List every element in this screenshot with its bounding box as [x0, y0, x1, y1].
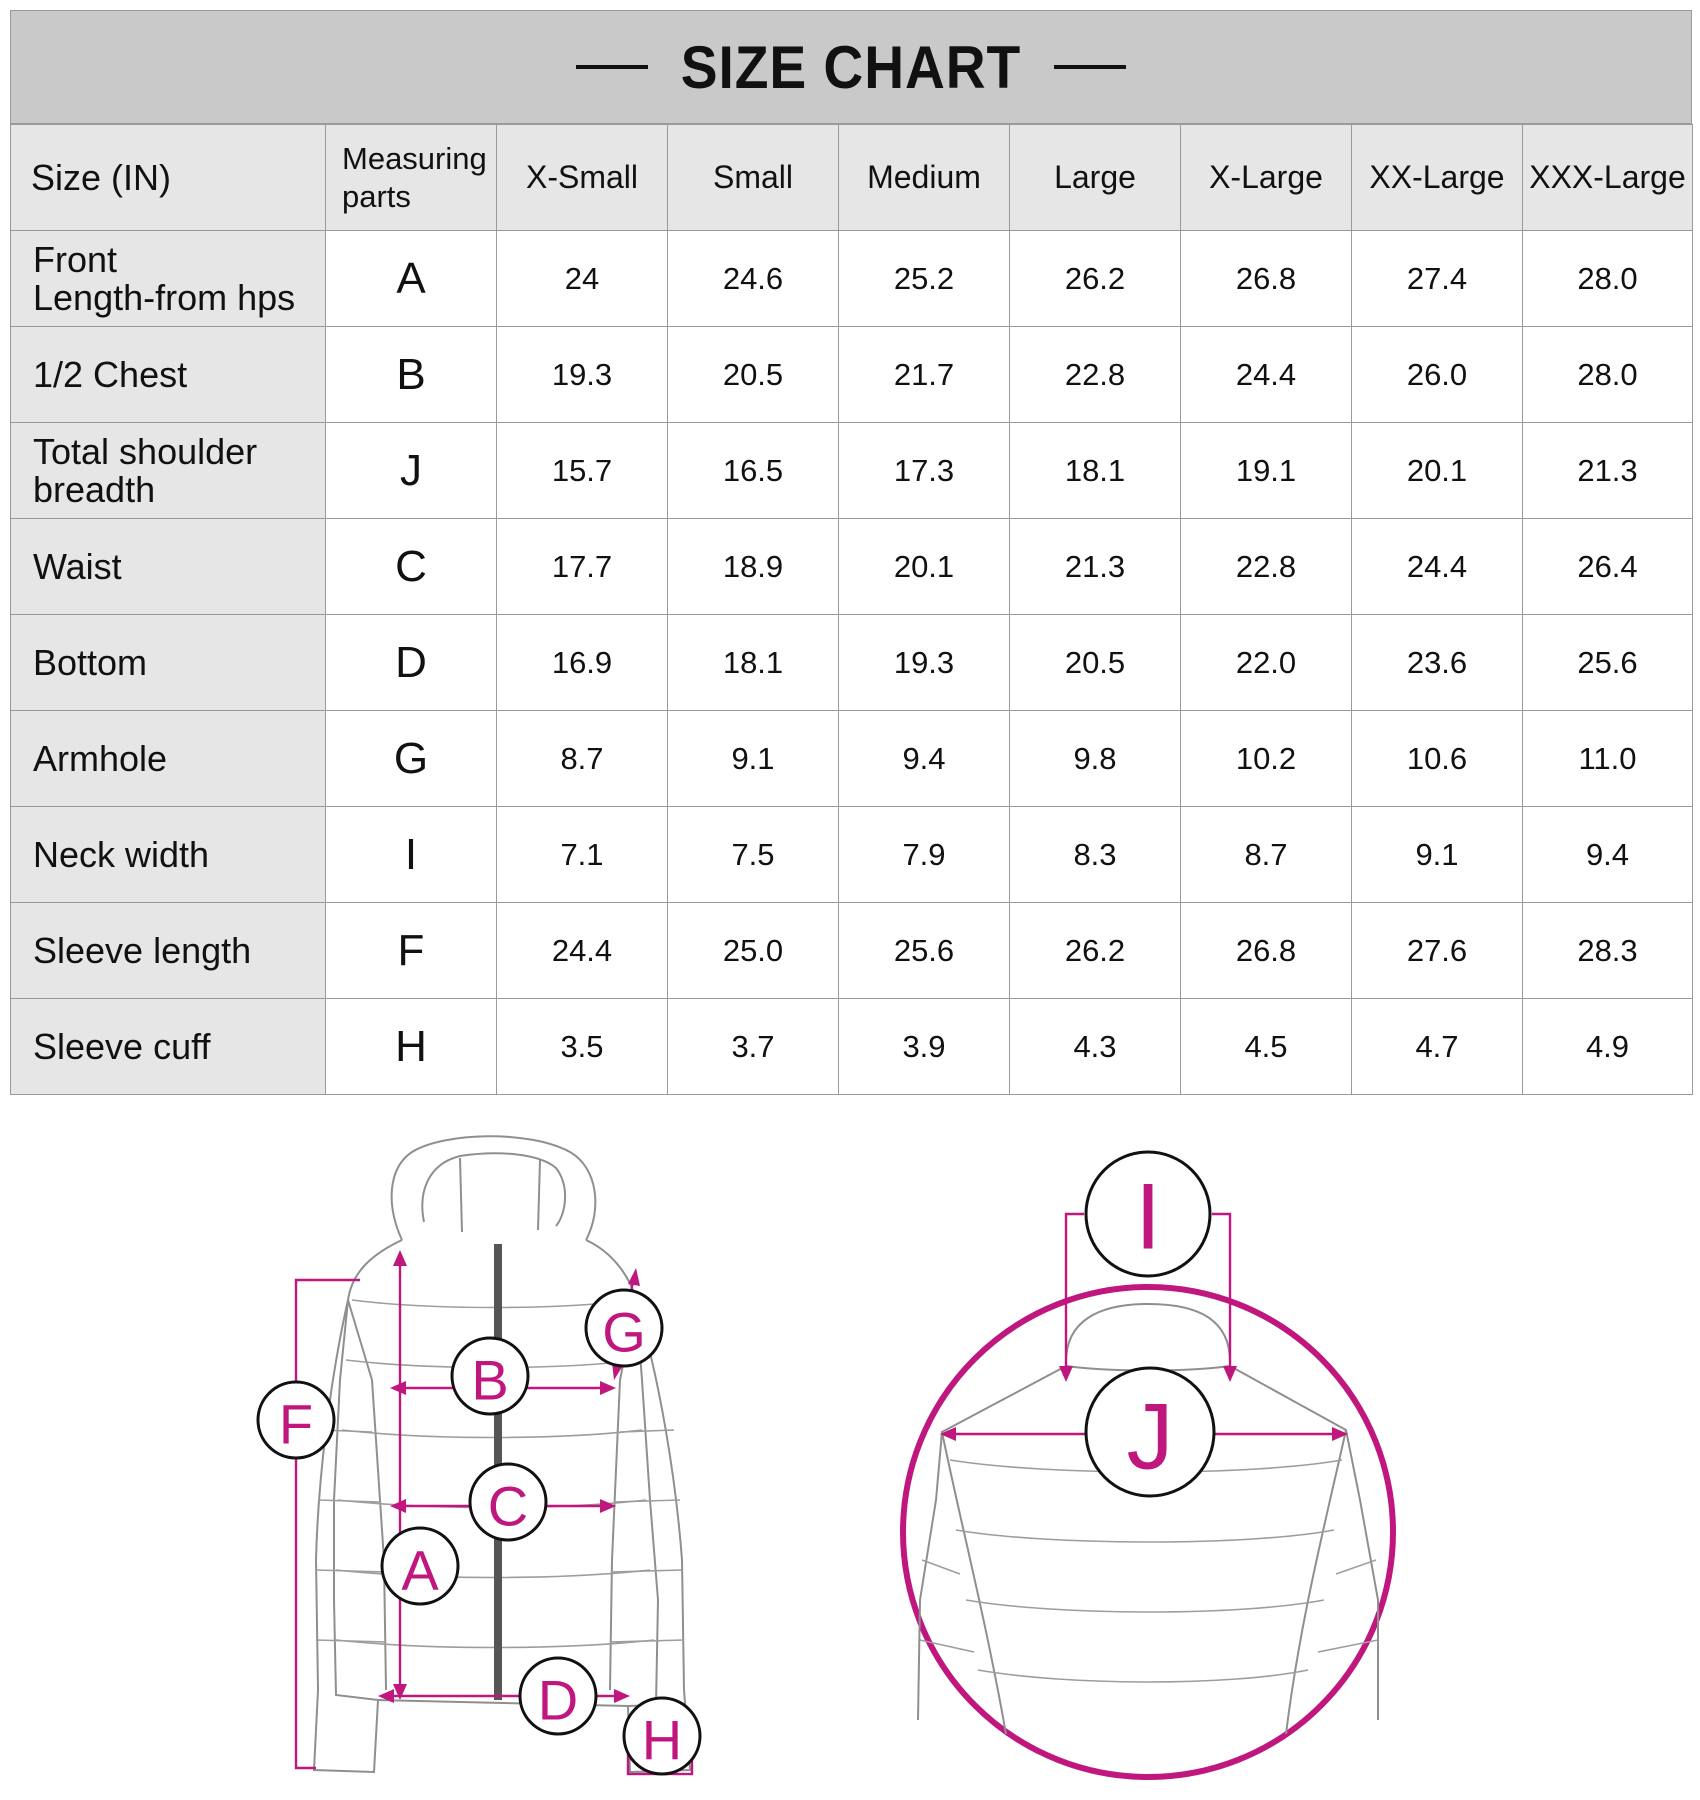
measurement-cell: 21.7	[839, 327, 1010, 423]
measurement-cell: 22.8	[1181, 519, 1352, 615]
measurement-cell: 10.2	[1181, 711, 1352, 807]
measurement-cell: 20.5	[1010, 615, 1181, 711]
measuring-part-letter: H	[326, 999, 497, 1095]
table-body	[11, 231, 1693, 1095]
row-label	[11, 327, 326, 423]
row-label-line2: breadth	[33, 468, 156, 510]
badge-i	[1086, 1152, 1210, 1276]
measurement-cell: 8.3	[1010, 807, 1181, 903]
measurement-cell: 18.1	[668, 615, 839, 711]
measurement-cell: 20.5	[668, 327, 839, 423]
measurement-cell: 7.1	[497, 807, 668, 903]
table-row	[11, 903, 1693, 999]
measurement-cell: 4.5	[1181, 999, 1352, 1095]
measurement-cell: 16.5	[668, 423, 839, 519]
measurement-cell: 24.4	[497, 903, 668, 999]
table-row	[11, 999, 1693, 1095]
measuring-part-letter: I	[326, 807, 497, 903]
measurement-cell: 21.3	[1010, 519, 1181, 615]
table-row	[11, 231, 1693, 327]
measurement-cell: 4.3	[1010, 999, 1181, 1095]
row-label-line1: Total shoulder	[33, 430, 258, 472]
measurement-cell: 17.3	[839, 423, 1010, 519]
measurement-cell: 22.8	[1010, 327, 1181, 423]
size-col-header: Large	[1010, 125, 1181, 231]
row-label-line1: Sleeve cuff	[33, 1025, 211, 1067]
measurement-cell: 25.6	[839, 903, 1010, 999]
table-row	[11, 327, 1693, 423]
measurement-cell: 19.3	[839, 615, 1010, 711]
measurement-cell: 26.2	[1010, 903, 1181, 999]
row-label	[11, 519, 326, 615]
table-row	[11, 615, 1693, 711]
row-label	[11, 807, 326, 903]
measuring-part-letter: D	[326, 615, 497, 711]
badge-label: D	[537, 1668, 579, 1732]
measurement-cell: 28.3	[1523, 903, 1693, 999]
measurement-cell: 9.1	[668, 711, 839, 807]
badge-label: H	[641, 1708, 683, 1772]
measuring-part-letter: F	[326, 903, 497, 999]
measurement-cell: 15.7	[497, 423, 668, 519]
measurement-cell: 9.4	[1523, 807, 1693, 903]
measurement-cell: 16.9	[497, 615, 668, 711]
row-label-line1: Sleeve length	[33, 929, 252, 971]
measurement-cell: 21.3	[1523, 423, 1693, 519]
row-label-line1: Neck width	[33, 833, 210, 875]
badge-j	[1086, 1368, 1214, 1496]
badge-label: J	[1126, 1383, 1174, 1489]
measurement-cell: 20.1	[1352, 423, 1523, 519]
badge-f	[258, 1382, 334, 1458]
measurement-cell: 3.7	[668, 999, 839, 1095]
row-label-line2: Length-from hps	[33, 276, 296, 318]
badge-label: F	[278, 1392, 314, 1456]
measurement-cell: 8.7	[497, 711, 668, 807]
measurement-cell: 24.4	[1352, 519, 1523, 615]
measurement-cell: 7.5	[668, 807, 839, 903]
row-label	[11, 423, 326, 519]
row-label-line1: Bottom	[33, 641, 148, 683]
measurement-cell: 20.1	[839, 519, 1010, 615]
row-label-line1: 1/2 Chest	[33, 353, 188, 395]
measurement-cell: 26.2	[1010, 231, 1181, 327]
measurement-cell: 17.7	[497, 519, 668, 615]
jacket-front-drawing	[314, 1136, 690, 1772]
measurement-cell: 25.6	[1523, 615, 1693, 711]
badge-label: I	[1134, 1163, 1162, 1269]
table-row	[11, 423, 1693, 519]
badge-h	[624, 1698, 700, 1774]
header-row	[11, 125, 1693, 231]
measurement-cell: 22.0	[1181, 615, 1352, 711]
measurement-cell: 8.7	[1181, 807, 1352, 903]
size-col-header: XXX-Large	[1523, 125, 1693, 231]
badge-label: B	[471, 1348, 509, 1412]
measuring-part-letter: G	[326, 711, 497, 807]
row-label	[11, 999, 326, 1095]
badge-d	[520, 1658, 596, 1734]
row-label-line1: Armhole	[33, 737, 168, 779]
badge-label: G	[602, 1300, 646, 1364]
page-title: SIZE CHART	[680, 33, 1022, 101]
title-dash-right	[1054, 65, 1126, 69]
measurement-cell: 28.0	[1523, 231, 1693, 327]
row-label-line1: Front	[33, 238, 118, 280]
measurement-cell: 26.0	[1352, 327, 1523, 423]
measurement-cell: 25.0	[668, 903, 839, 999]
badge-a	[382, 1528, 458, 1604]
measurement-cell: 25.2	[839, 231, 1010, 327]
size-col-header: XX-Large	[1352, 125, 1523, 231]
measurement-cell: 18.1	[1010, 423, 1181, 519]
table-row	[11, 519, 1693, 615]
row-label	[11, 903, 326, 999]
measurement-cell: 9.1	[1352, 807, 1523, 903]
badge-b	[452, 1338, 528, 1414]
measurement-cell: 26.8	[1181, 903, 1352, 999]
measurement-cell: 4.9	[1523, 999, 1693, 1095]
parts-header-line2: parts	[342, 178, 411, 214]
title-wrap	[576, 33, 1126, 102]
measurement-cell: 4.7	[1352, 999, 1523, 1095]
measurement-diagram	[0, 1110, 1700, 1800]
size-col-header: X-Small	[497, 125, 668, 231]
size-col-header: Small	[668, 125, 839, 231]
row-label-line1: Waist	[33, 545, 122, 587]
size-col-header: Medium	[839, 125, 1010, 231]
measurement-cell: 18.9	[668, 519, 839, 615]
parts-header	[326, 125, 497, 231]
title-bar	[10, 10, 1692, 124]
measurement-cell: 3.9	[839, 999, 1010, 1095]
size-header: Size (IN)	[11, 125, 326, 231]
size-table	[10, 124, 1693, 1095]
measurement-cell: 3.5	[497, 999, 668, 1095]
badge-c	[470, 1464, 546, 1540]
jacket-back-drawing	[903, 1287, 1393, 1777]
measurement-cell: 9.4	[839, 711, 1010, 807]
measurement-cell: 10.6	[1352, 711, 1523, 807]
table-row	[11, 711, 1693, 807]
measurement-cell: 7.9	[839, 807, 1010, 903]
measuring-part-letter: J	[326, 423, 497, 519]
badge-label: A	[401, 1538, 439, 1602]
measurement-cell: 11.0	[1523, 711, 1693, 807]
measurement-cell: 24.6	[668, 231, 839, 327]
row-label	[11, 615, 326, 711]
row-label	[11, 231, 326, 327]
table-row	[11, 807, 1693, 903]
measurement-cell: 9.8	[1010, 711, 1181, 807]
title-dash-left	[576, 65, 648, 69]
badge-label: C	[487, 1474, 529, 1538]
measurement-cell: 27.4	[1352, 231, 1523, 327]
measurement-cell: 24.4	[1181, 327, 1352, 423]
size-col-header: X-Large	[1181, 125, 1352, 231]
measuring-part-letter: C	[326, 519, 497, 615]
measurement-cell: 27.6	[1352, 903, 1523, 999]
measurement-cell: 24	[497, 231, 668, 327]
parts-header-line1: Measuring	[342, 140, 487, 176]
measurement-cell: 19.1	[1181, 423, 1352, 519]
measurement-cell: 28.0	[1523, 327, 1693, 423]
measurement-cell: 23.6	[1352, 615, 1523, 711]
measuring-part-letter: B	[326, 327, 497, 423]
row-label	[11, 711, 326, 807]
measurement-cell: 26.4	[1523, 519, 1693, 615]
measuring-part-letter: A	[326, 231, 497, 327]
badge-g	[586, 1290, 662, 1366]
measurement-cell: 19.3	[497, 327, 668, 423]
measurement-cell: 26.8	[1181, 231, 1352, 327]
